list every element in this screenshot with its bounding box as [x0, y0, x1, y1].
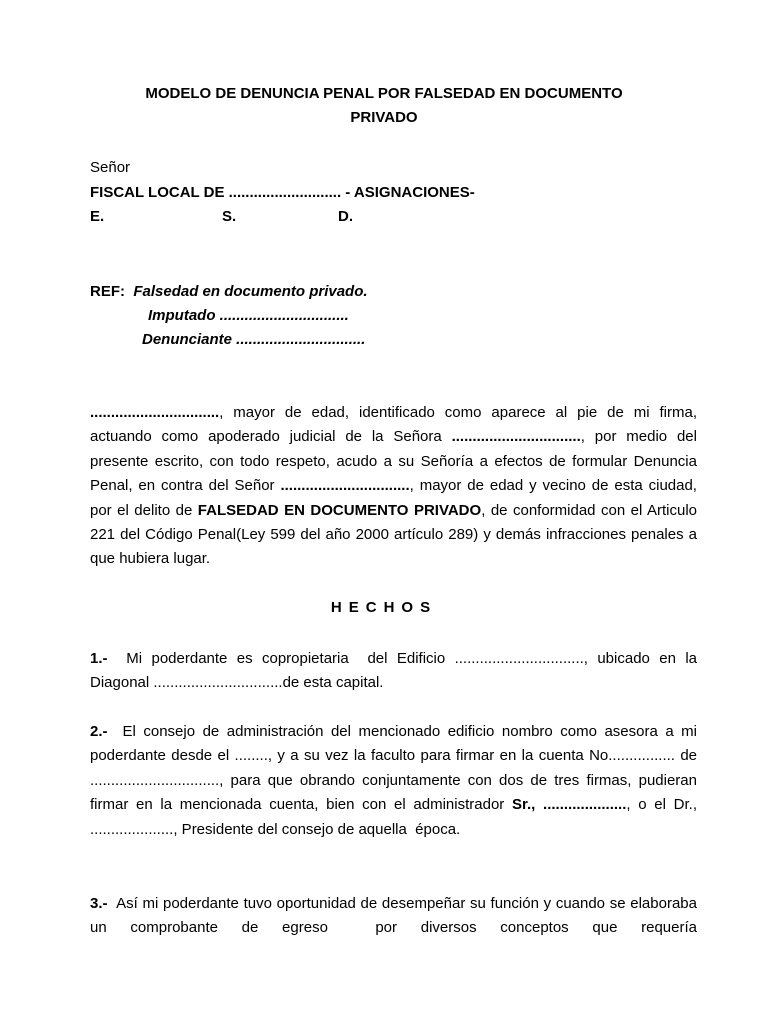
esd-d: D. [338, 208, 353, 225]
ref-line [90, 280, 368, 304]
blank-poderdante: ............................... [451, 428, 581, 446]
title-line-1: MODELO DE DENUNCIA PENAL POR FALSEDAD EN DOCUMENTO [145, 85, 623, 102]
title-line-2: PRIVADO [350, 109, 418, 126]
hecho-2-number: 2.- [90, 723, 108, 740]
esd-s: S. [222, 208, 237, 225]
ref-imputado: Imputado ............................... [148, 307, 349, 324]
hecho-1-number: 1.- [90, 650, 108, 667]
hecho-3-number: 3.- [90, 895, 108, 912]
ref-label: REF: [90, 283, 125, 300]
hecho-2-sr: Sr., .................... [511, 796, 627, 814]
ref-subject: Falsedad en documento privado. [133, 283, 368, 300]
blank-denunciado: ............................... [280, 477, 410, 495]
delito-name: FALSEDAD EN DOCUMENTO PRIVADO [197, 501, 482, 519]
hecho-2-text-b: , o el Dr., ...................., Presidente del consejo de aquella época. [90, 796, 702, 838]
document-title [60, 82, 708, 130]
hecho-3-text: Así mi poderdante tuvo oportunidad de desempeñar su función y cuando se elaboraba un comprobante de egreso por diversos conceptos que requería [90, 895, 702, 937]
hechos-heading: HECHOS [330, 599, 438, 616]
hecho-3 [90, 892, 702, 941]
intro-text-4: , de conformidad con el Articulo 221 del Código Penal(Ley 599 del año 2000 artículo 289) y demás infracciones penales a que hubiera lugar. [90, 501, 697, 568]
addressee: FISCAL LOCAL DE ........................... - ASIGNACIONES- [90, 184, 475, 201]
ref-denunciante: Denunciante ............................... [142, 331, 366, 348]
intro-text-2: , por medio del presente escrito, con todo respeto, acudo a su Señoría a efectos de formular Denuncia Penal, en contra del Señor [90, 428, 697, 495]
hecho-2-text-a: El consejo de administración del mencionado edificio nombro como asesora a mi poderdante desde el ........, y a su vez la faculto para firmar en la cuenta No................ de ..............................., para que obrando conjuntamente con dos de tres firmas, pudieran firmar en la mencionada cuenta, bien con el administrador [90, 723, 702, 814]
intro-text-3: , mayor de edad y vecino de esta ciudad, por el delito de [90, 477, 697, 519]
hecho-1 [90, 647, 702, 696]
salutation: Señor [90, 159, 131, 176]
blank-compareciente: ............................... [90, 404, 220, 421]
intro-text-1: , mayor de edad, identificado como aparece al pie de mi firma, actuando como apoderado judicial de la Señora [90, 404, 697, 446]
esd-e: E. [90, 208, 105, 225]
hecho-1-text: Mi poderdante es copropietaria del Edificio ..............................., ubicado en la Diagonal ...............................de esta capital. [90, 650, 702, 692]
intro-paragraph [90, 401, 697, 572]
hecho-2 [90, 720, 702, 842]
